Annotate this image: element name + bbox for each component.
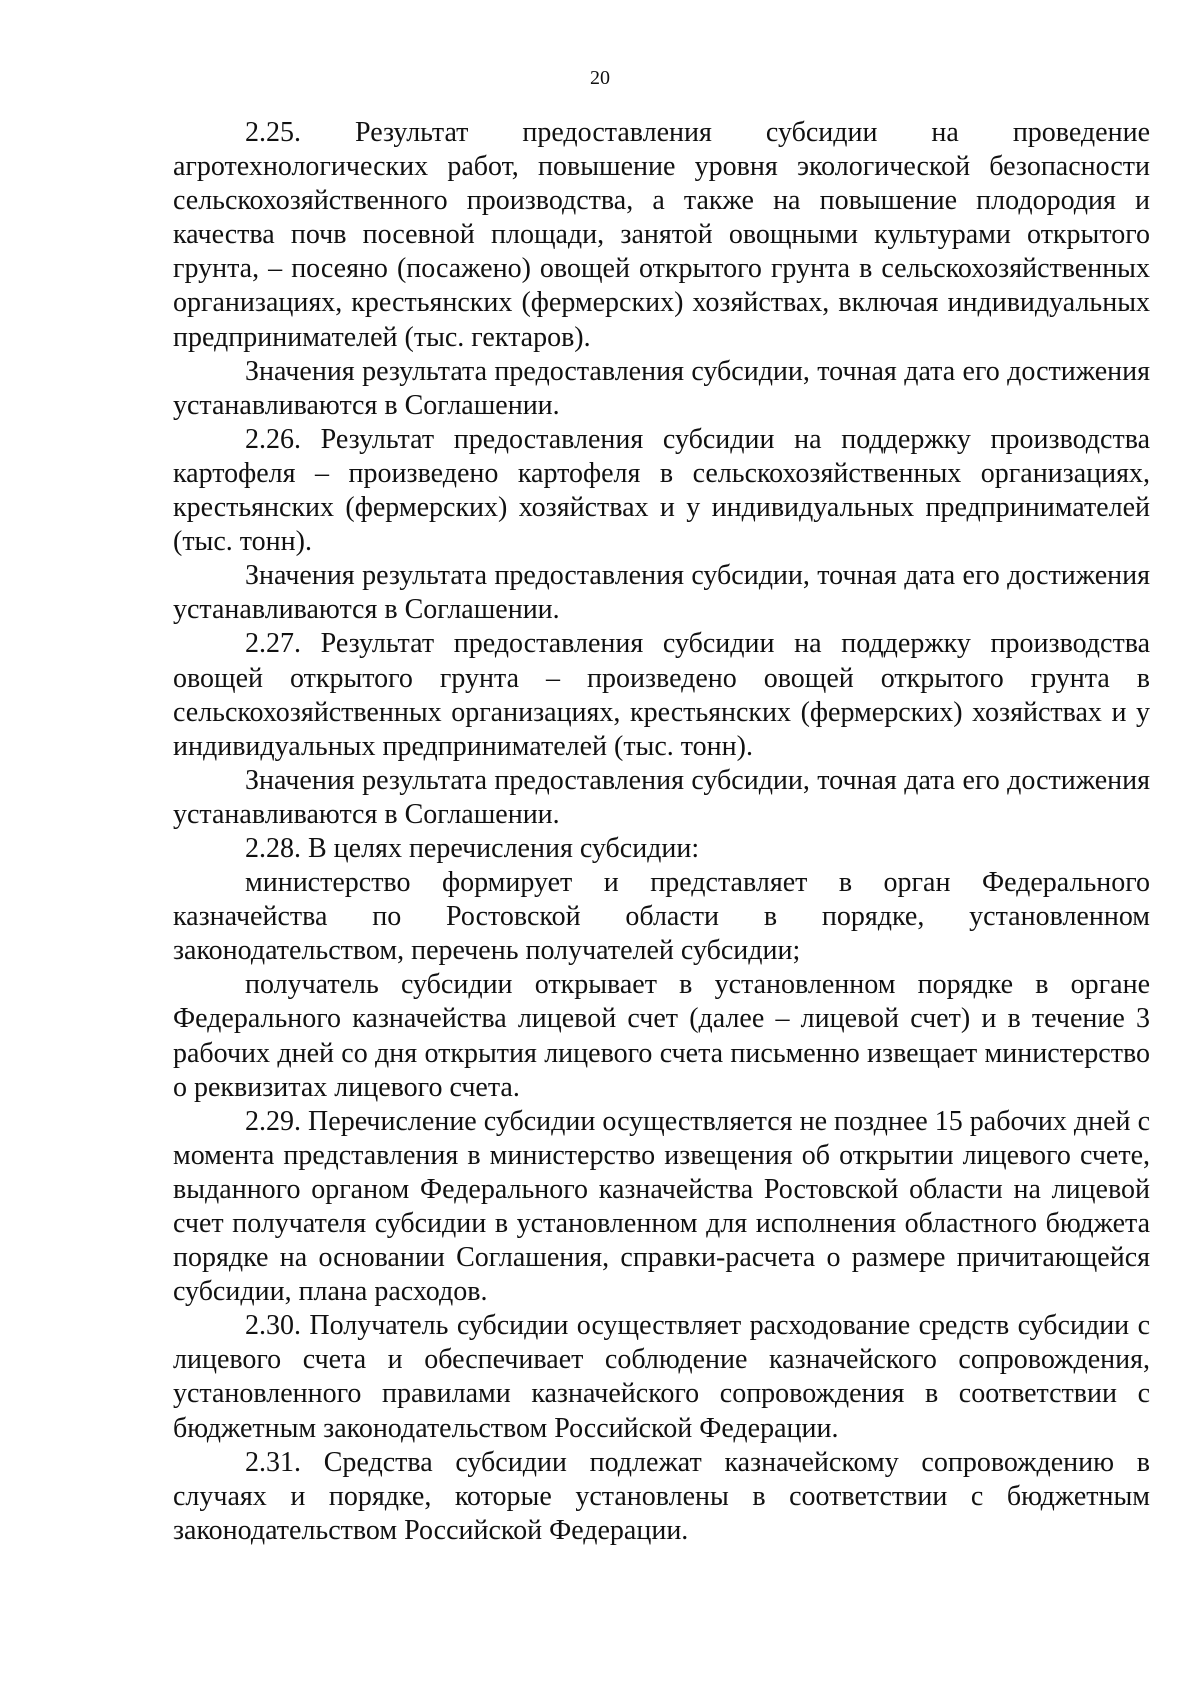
document-body — [173, 116, 1150, 1548]
paragraph-2-28: 2.28. В целях перечисления субсидии: — [245, 832, 700, 864]
paragraph-2-31: 2.31. Средства субсидии подлежат казначейскому сопровождению в случаях и порядке, которые установлены в соответствии с бюджетным законодательством Российской Федерации. — [173, 1446, 1150, 1546]
paragraph-2-26: 2.26. Результат предоставления субсидии на поддержку производства картофеля – произведено картофеля в сельскохозяйственных организациях, крестьянских (фермерских) хозяйствах и у индивидуальных предпринимателей (тыс. тонн). — [173, 423, 1150, 558]
paragraph-2-29: 2.29. Перечисление субсидии осуществляется не позднее 15 рабочих дней с момента представления в министерство извещения об открытии лицевого счете, выданного органом Федерального казначейства Ростовской области на лицевой счет получателя субсидии в установленном для исполнения областного бюджета порядке на основании Соглашения, справки-расчета о размере причитающейся субсидии, плана расходов. — [173, 1105, 1150, 1308]
paragraph-2-25-values: Значения результата предоставления субсидии, точная дата его достижения устанавливаются в Соглашении. — [173, 355, 1150, 421]
paragraph-2-28-recipient: получатель субсидии открывает в установленном порядке в органе Федерального казначейства лицевой счет (далее – лицевой счет) и в течение 3 рабочих дней со дня открытия лицевого счета письменно извещает министерство о реквизитах лицевого счета. — [173, 969, 1150, 1103]
paragraph-2-26-values: Значения результата предоставления субсидии, точная дата его достижения устанавливаются в Соглашении. — [173, 560, 1150, 626]
page-number: 20 — [590, 67, 610, 89]
paragraph-2-27-values: Значения результата предоставления субсидии, точная дата его достижения устанавливаются в Соглашении. — [173, 764, 1150, 830]
paragraph-2-30: 2.30. Получатель субсидии осуществляет расходование средств субсидии с лицевого счета и обеспечивает соблюдение казначейского сопровождения, установленного правилами казначейского сопровождения в соответствии с бюджетным законодательством Российской Федерации. — [173, 1310, 1150, 1444]
paragraph-2-28-ministry: министерство формирует и представляет в орган Федерального казначейства по Ростовской области в порядке, установленном законодательством, перечень получателей субсидии; — [173, 867, 1150, 967]
paragraph-2-25: 2.25. Результат предоставления субсидии на проведение агротехнологических работ, повышение уровня экологической безопасности сельскохозяйственного производства, а также на повышение плодородия и качества почв посевной площади, занятой овощными культурами открытого грунта, – посеяно (посажено) овощей открытого грунта в сельскохозяйственных организациях, крестьянских (фермерских) хозяйствах, включая индивидуальных предпринимателей (тыс. гектаров). — [173, 117, 1150, 353]
paragraph-2-27: 2.27. Результат предоставления субсидии на поддержку производства овощей открытого грунта – произведено овощей открытого грунта в сельскохозяйственных организациях, крестьянских (фермерских) хозяйствах и у индивидуальных предпринимателей (тыс. тонн). — [173, 628, 1150, 762]
